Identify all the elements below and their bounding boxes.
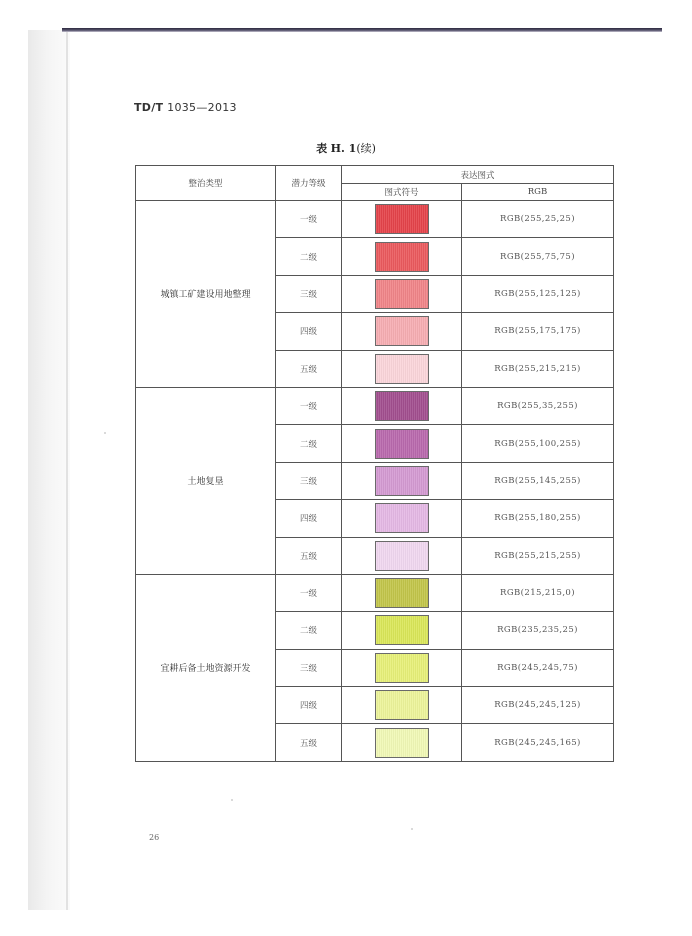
table-row	[136, 201, 614, 238]
remediation-type-cell: 土地复垦	[136, 387, 276, 574]
potential-grade-cell: 一级	[276, 574, 342, 611]
symbol-cell	[342, 350, 462, 387]
symbol-cell	[342, 574, 462, 611]
rgb-value-cell: RGB(255,215,215)	[462, 350, 614, 387]
color-swatch	[375, 690, 429, 720]
potential-grade-cell: 三级	[276, 649, 342, 686]
standard-code: 1035—2013	[167, 101, 237, 114]
color-swatch	[375, 391, 429, 421]
potential-grade-cell: 三级	[276, 275, 342, 312]
symbol-cell	[342, 313, 462, 350]
potential-grade-cell: 五级	[276, 724, 342, 761]
color-swatch	[375, 503, 429, 533]
symbol-cell	[342, 238, 462, 275]
rgb-value-cell: RGB(255,25,25)	[462, 201, 614, 238]
symbol-cell	[342, 201, 462, 238]
rgb-value-cell: RGB(255,75,75)	[462, 238, 614, 275]
rgb-value-cell: RGB(215,215,0)	[462, 574, 614, 611]
color-swatch	[375, 242, 429, 272]
table-row	[136, 387, 614, 424]
caption-number: H. 1	[330, 142, 357, 155]
caption-suffix: (续)	[356, 142, 376, 155]
color-swatch	[375, 204, 429, 234]
symbol-cell	[342, 612, 462, 649]
color-swatch	[375, 653, 429, 683]
symbol-cell	[342, 724, 462, 761]
rgb-value-cell: RGB(255,100,255)	[462, 425, 614, 462]
scan-speck	[231, 799, 233, 801]
scan-top-band	[62, 28, 662, 32]
remediation-type-cell: 宜耕后备土地资源开发	[136, 574, 276, 761]
color-swatch	[375, 279, 429, 309]
symbol-cell	[342, 649, 462, 686]
potential-grade-cell: 二级	[276, 612, 342, 649]
rgb-value-cell: RGB(245,245,75)	[462, 649, 614, 686]
color-swatch	[375, 429, 429, 459]
rgb-value-cell: RGB(255,35,255)	[462, 387, 614, 424]
scan-edge	[66, 30, 68, 910]
header-symbol: 图式符号	[342, 184, 462, 201]
rgb-value-cell: RGB(255,145,255)	[462, 462, 614, 499]
rgb-value-cell: RGB(245,245,165)	[462, 724, 614, 761]
symbol-table	[135, 165, 614, 762]
color-swatch	[375, 466, 429, 496]
rgb-value-cell: RGB(255,175,175)	[462, 313, 614, 350]
scan-speck	[104, 432, 106, 434]
rgb-value-cell: RGB(245,245,125)	[462, 687, 614, 724]
rgb-value-cell: RGB(235,235,25)	[462, 612, 614, 649]
symbol-cell	[342, 275, 462, 312]
rgb-value-cell: RGB(255,180,255)	[462, 500, 614, 537]
symbol-cell	[342, 387, 462, 424]
potential-grade-cell: 四级	[276, 687, 342, 724]
potential-grade-cell: 四级	[276, 500, 342, 537]
rgb-value-cell: RGB(255,215,255)	[462, 537, 614, 574]
remediation-type-cell: 城镇工矿建设用地整理	[136, 201, 276, 388]
header-rgb: RGB	[462, 184, 614, 201]
header-expression: 表达图式	[342, 166, 614, 184]
caption-prefix: 表	[316, 142, 328, 155]
page-number: 26	[149, 833, 160, 842]
symbol-cell	[342, 425, 462, 462]
symbol-cell	[342, 537, 462, 574]
header-grade: 潜力等级	[276, 166, 342, 201]
color-swatch	[375, 578, 429, 608]
potential-grade-cell: 二级	[276, 425, 342, 462]
potential-grade-cell: 五级	[276, 537, 342, 574]
color-swatch	[375, 728, 429, 758]
color-swatch	[375, 354, 429, 384]
potential-grade-cell: 一级	[276, 201, 342, 238]
symbol-cell	[342, 687, 462, 724]
potential-grade-cell: 五级	[276, 350, 342, 387]
header-type: 整治类型	[136, 166, 276, 201]
color-swatch	[375, 541, 429, 571]
potential-grade-cell: 一级	[276, 387, 342, 424]
rgb-value-cell: RGB(255,125,125)	[462, 275, 614, 312]
symbol-cell	[342, 500, 462, 537]
color-swatch	[375, 316, 429, 346]
standard-header	[134, 101, 237, 114]
scan-speck	[411, 828, 413, 830]
scan-shadow	[28, 30, 70, 910]
standard-prefix: TD/T	[134, 101, 164, 114]
symbol-cell	[342, 462, 462, 499]
table-row	[136, 574, 614, 611]
potential-grade-cell: 三级	[276, 462, 342, 499]
color-swatch	[375, 615, 429, 645]
table-caption	[0, 140, 692, 156]
potential-grade-cell: 四级	[276, 313, 342, 350]
potential-grade-cell: 二级	[276, 238, 342, 275]
